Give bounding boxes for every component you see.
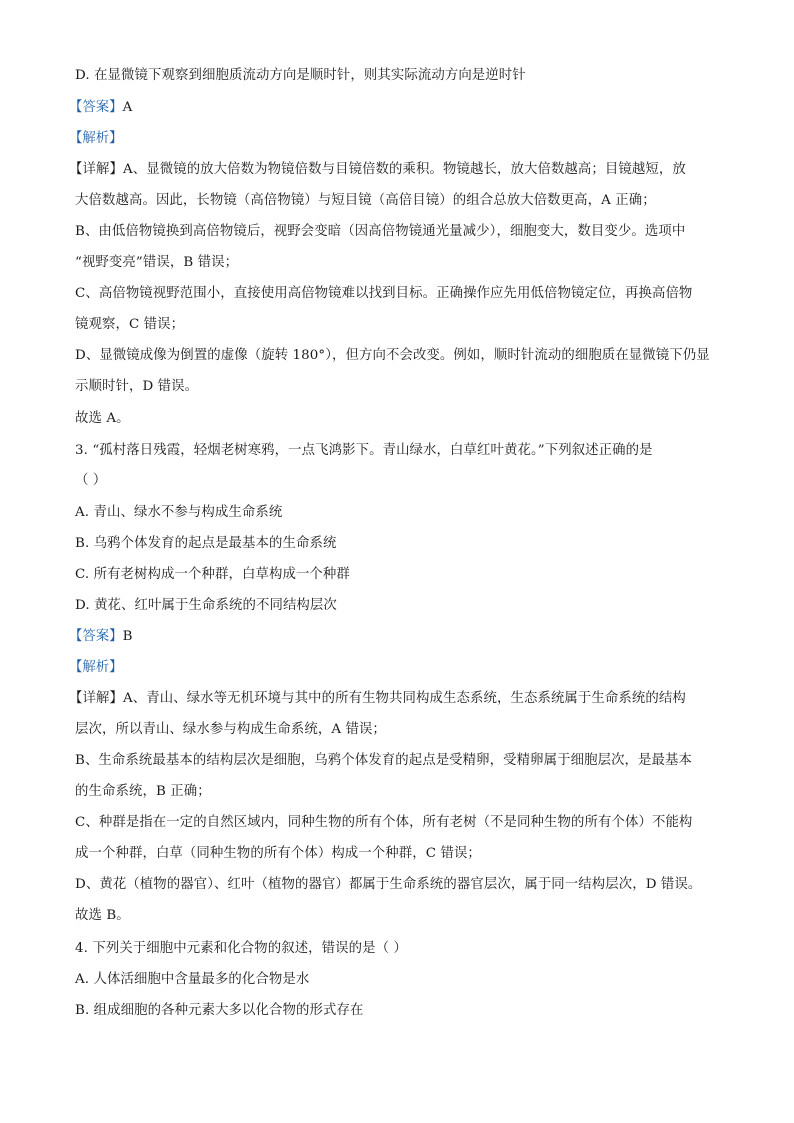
q3-detail-line: 层次，所以青山、绿水参与构成生命系统，A 错误；: [75, 722, 386, 737]
q2-detail-line: C、高倍物镜视野范围小，直接使用高倍物镜难以找到目标。正确操作应先用低倍物镜定位，再换高倍物: [75, 286, 693, 301]
q3-conclusion: 故选 B。: [75, 908, 130, 923]
q2-detail-line: “视野变亮”错误，B 错误；: [75, 255, 239, 270]
q2-detail-line: 镜观察，C 错误；: [75, 317, 185, 332]
answer-value: B: [122, 629, 133, 644]
q2-detail-line: 【详解】A、显微镜的放大倍数为物镜倍数与目镜倍数的乘积。物镜越长，放大倍数越高；目镜越短，放: [69, 162, 686, 177]
q3-option-c: C. 所有老树构成一个种群，白草构成一个种群: [75, 567, 350, 582]
q2-analysis-label: 【解析】: [69, 131, 123, 146]
q2-detail-line: 示顺时针，D 错误。: [75, 379, 199, 394]
answer-label: 【答案】: [69, 629, 123, 644]
q2-detail-line: D、显微镜成像为倒置的虚像（旋转 180°），但方向不会改变。例如，顺时针流动的细胞质在显微镜下仍显: [75, 348, 710, 363]
q3-detail-line: 成一个种群，白草（同种生物的所有个体）构成一个种群，C 错误；: [75, 846, 481, 861]
q3-option-b: B. 乌鸦个体发育的起点是最基本的生命系统: [75, 536, 337, 551]
q2-answer: [69, 99, 132, 117]
q4-option-b: B. 组成细胞的各种元素大多以化合物的形式存在: [75, 1003, 364, 1018]
q3-detail-line: 【详解】A、青山、绿水等无机环境与其中的所有生物共同构成生态系统，生态系统属于生命系统的结构: [69, 691, 686, 706]
q3-detail-line: 的生命系统，B 正确；: [75, 784, 211, 799]
q3-stem-blank: （ ）: [75, 473, 107, 488]
q3-option-a: A. 青山、绿水不参与构成生命系统: [75, 505, 283, 520]
q4-option-a: A. 人体活细胞中含量最多的化合物是水: [75, 972, 310, 987]
q3-detail-line: B、生命系统最基本的结构层次是细胞，乌鸦个体发育的起点是受精卵，受精卵属于细胞层次，是最基本: [75, 753, 693, 768]
q3-option-d: D. 黄花、红叶属于生命系统的不同结构层次: [75, 598, 337, 613]
q3-answer: [69, 628, 132, 646]
q3-analysis-label: 【解析】: [69, 660, 123, 675]
answer-label: 【答案】: [69, 100, 123, 115]
q2-conclusion: 故选 A。: [75, 411, 130, 426]
q3-detail-line: C、种群是指在一定的自然区域内，同种生物的所有个体，所有老树（不是同种生物的所有个体）不能构: [75, 815, 693, 830]
q2-option-d: D. 在显微镜下观察到细胞质流动方向是顺时针，则其实际流动方向是逆时针: [75, 68, 526, 83]
q3-detail-line: D、黄花（植物的器官）、红叶（植物的器官）都属于生命系统的器官层次，属于同一结构层次，D 错误。: [75, 877, 702, 892]
q2-detail-line: 大倍数越高。因此，长物镜（高倍物镜）与短目镜（高倍目镜）的组合总放大倍数更高，A 正确；: [75, 193, 656, 208]
q2-detail-line: B、由低倍物镜换到高倍物镜后，视野会变暗（因高倍物镜通光量减少），细胞变大，数目变少。选项中: [75, 224, 686, 239]
q4-stem: 4. 下列关于细胞中元素和化合物的叙述，错误的是（ ）: [75, 941, 407, 956]
q3-stem: 3. “孤村落日残霞，轻烟老树寒鸦，一点飞鸿影下。青山绿水，白草红叶黄花。”下列叙述正确的是: [75, 443, 653, 458]
answer-value: A: [122, 100, 133, 115]
